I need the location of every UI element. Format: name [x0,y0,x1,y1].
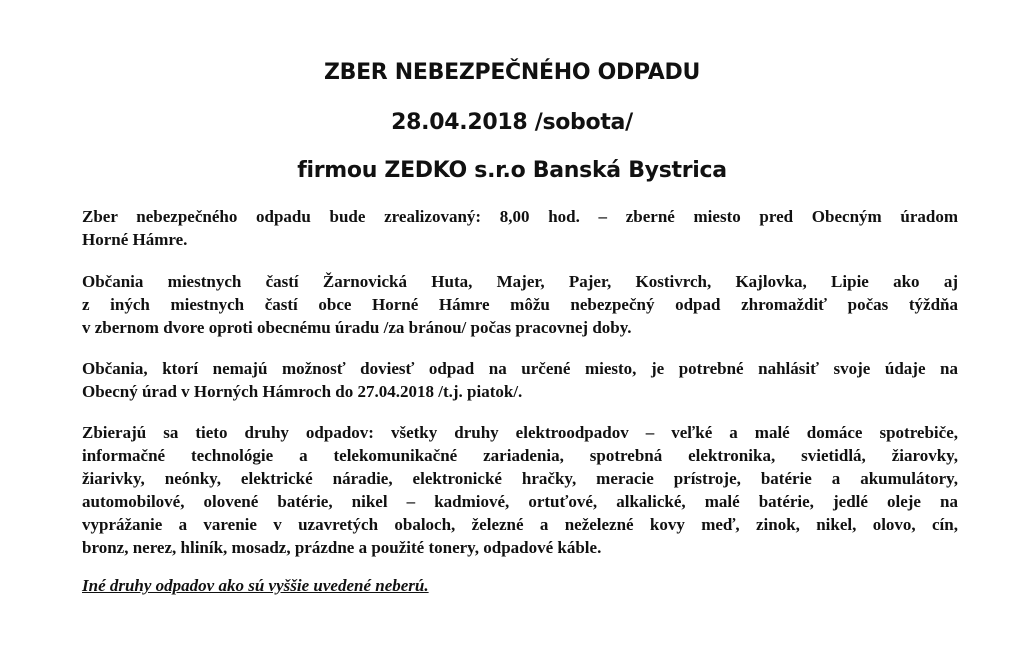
paragraph-line: automobilové, olovené batérie, nikel – kadmiové, ortuťové, alkalické, malé batérie, jedlé oleje na [82,492,958,511]
paragraph-line: vyprážanie a varenie v uzavretých obaloch, železné a neželezné kovy meď, zinok, nikel, olovo, cín, [82,515,958,534]
paragraph-waste-types [82,421,958,559]
paragraph-line: Horné Hámre. [82,230,188,249]
paragraph-line: Zber nebezpečného odpadu bude zrealizovaný: 8,00 hod. – zberné miesto pred Obecným úradom [82,207,958,226]
paragraph-line: Obecný úrad v Horných Hámroch do 27.04.2018 /t.j. piatok/. [82,382,523,401]
paragraph-line: Občania, ktorí nemajú možnosť doviesť odpad na určené miesto, je potrebné nahlásiť svoje údaje na [82,359,958,378]
paragraph-line: bronz, nerez, hliník, mosadz, prázdne a použité tonery, odpadové káble. [82,538,602,557]
notice-title: ZBER NEBEZPEČNÉHO ODPADU [323,60,701,85]
paragraph-line: žiarivky, neónky, elektrické náradie, elektronické hračky, meracie prístroje, batérie a akumulátory, [82,469,958,488]
paragraph-line: z iných miestnych častí obce Horné Hámre môžu nebezpečný odpad zhromaždiť počas týždňa [82,295,958,314]
footer-note: Iné druhy odpadov ako sú vyššie uvedené neberú. [82,576,429,595]
paragraph-line: v zbernom dvore oproti obecnému úradu /za bránou/ počas pracovnej doby. [82,318,632,337]
paragraph-collection-time [82,205,958,251]
paragraph-line: Zbierajú sa tieto druhy odpadov: všetky druhy elektroodpadov – veľké a malé domáce spotrebiče, [82,423,958,442]
paragraph-registration [82,357,958,403]
paragraph-line: informačné technológie a telekomunikačné zariadenia, spotrebná elektronika, svietidlá, žiarovky, [82,446,958,465]
company-line: firmou ZEDKO s.r.o Banská Bystrica [297,158,727,183]
paragraph-collection-yard [82,270,958,339]
paragraph-line: Občania miestnych častí Žarnovická Huta, Majer, Pajer, Kostivrch, Kajlovka, Lipie ako aj [82,272,958,291]
collection-date: 28.04.2018 /sobota/ [391,110,633,135]
